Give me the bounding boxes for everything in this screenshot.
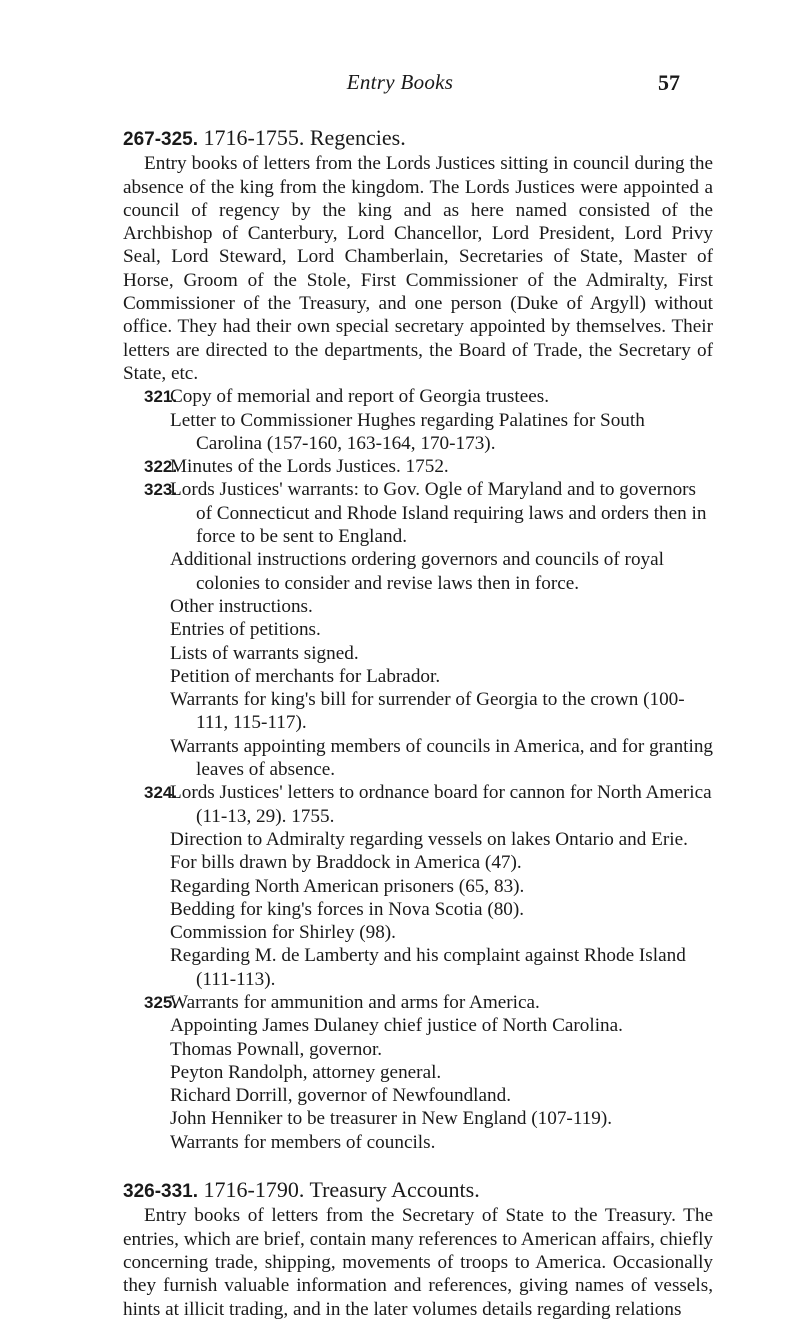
entry	[123, 385, 713, 455]
section-heading-treasury	[123, 1178, 713, 1203]
entry-text: Copy of memorial and report of Georgia trustees.	[170, 386, 550, 408]
list-item	[123, 1131, 713, 1154]
entry-text: Minutes of the Lords Justices. 1752.	[170, 456, 449, 478]
entry-text: Bedding for king's forces in Nova Scotia (80).	[170, 898, 525, 920]
entry-number: 321.	[144, 387, 178, 407]
entry-text: Lists of warrants signed.	[170, 642, 359, 664]
entry-text: Other instructions.	[170, 595, 313, 617]
list-item	[123, 851, 713, 874]
entry	[123, 781, 713, 991]
page-number: 57	[658, 70, 680, 95]
entry-text: John Henniker to be treasurer in New England (107-119).	[170, 1108, 613, 1130]
entry-text: Commission for Shirley (98).	[170, 922, 396, 944]
entry-text: Regarding North American prisoners (65, 83).	[170, 875, 525, 897]
entry-text: Appointing James Dulaney chief justice of North Carolina.	[170, 1015, 623, 1037]
entry	[123, 455, 713, 478]
entry-text: Direction to Admiralty regarding vessels on lakes Ontario and Erie.	[170, 828, 688, 850]
list-item	[123, 385, 713, 408]
entry-number: 325.	[144, 992, 178, 1012]
list-item	[123, 828, 713, 851]
entry-text: Regarding M. de Lamberty and his complaint against Rhode Island (111-113).	[170, 945, 686, 990]
entry-text: Letter to Commissioner Hughes regarding Palatines for South Carolina (157-160, 163-164, 170-173).	[170, 409, 645, 454]
list-item	[123, 991, 713, 1014]
list-item	[123, 618, 713, 641]
section-number: 326-331.	[123, 1181, 199, 1203]
entry-text: Warrants for members of councils.	[170, 1131, 436, 1153]
entry-number: 324.	[144, 783, 178, 803]
list-item	[123, 1107, 713, 1130]
entry-text: Warrants for king's bill for surrender of Georgia to the crown (100-111, 115-117).	[170, 689, 685, 734]
entry-text: Warrants for ammunition and arms for America.	[170, 991, 540, 1013]
section-intro: Entry books of letters from the Lords Justices sitting in council during the absence of the king from the kingdom. The Lords Justices were appointed a council of regency by the king and as here named consisted of the Archbishop of Canterbury, Lord Chancellor, Lord President, Lord Privy Seal, Lord Steward, Lord Chamberlain, Secretaries of State, Master of Horse, Groom of the Stole, First Commissioner of the Admiralty, First Commissioner of the Treasury, and one person (Duke of Argyll) without office. They had their own special secretary appointed by themselves. Their letters are directed to the departments, the Board of Trade, the Secretary of State, etc.	[123, 153, 713, 384]
running-head-title: Entry Books	[346, 70, 454, 94]
list-item	[123, 665, 713, 688]
entry-text: For bills drawn by Braddock in America (47).	[170, 852, 522, 874]
entry-text: Petition of merchants for Labrador.	[170, 665, 441, 687]
list-item	[123, 688, 713, 735]
list-item	[123, 875, 713, 898]
page-body	[123, 126, 713, 1321]
section-heading-regencies	[123, 126, 713, 151]
entry	[123, 991, 713, 1154]
running-head	[0, 70, 800, 104]
list-item	[123, 1084, 713, 1107]
entry-text: Additional instructions ordering governors and councils of royal colonies to consider and revise laws then in force.	[170, 549, 664, 594]
entry-text: Richard Dorrill, governor of Newfoundland.	[170, 1085, 512, 1107]
entry-text: Lords Justices' letters to ordnance board for cannon for North America (11-13, 29). 1755.	[170, 782, 712, 827]
section-intro: Entry books of letters from the Secretary of State to the Treasury. The entries, which are brief, contain many references to American affairs, chiefly concerning trade, shipping, movements of troops to America. Occasionally they furnish valuable information and references, giving names of vessels, hints at illicit trading, and in the later volumes details regarding relations	[123, 1205, 713, 1320]
list-item	[123, 478, 713, 548]
list-item	[123, 735, 713, 782]
list-item	[123, 898, 713, 921]
list-item	[123, 781, 713, 828]
list-item	[123, 455, 713, 478]
entry-text: Lords Justices' warrants: to Gov. Ogle of Maryland and to governors of Connecticut and Rhode Island requiring laws and orders then in force to be sent to England.	[170, 479, 707, 548]
entry-text: Entries of petitions.	[170, 619, 321, 641]
entry-text: Peyton Randolph, attorney general.	[170, 1061, 442, 1083]
list-item	[123, 409, 713, 456]
section-number: 267-325.	[123, 129, 199, 150]
list-item	[123, 548, 713, 595]
list-item	[123, 1014, 713, 1037]
entry-text: Warrants appointing members of councils in America, and for granting leaves of absence.	[170, 735, 714, 781]
list-item	[123, 595, 713, 618]
entry-number: 323.	[144, 480, 178, 500]
entry-list	[123, 385, 713, 1154]
list-item	[123, 1061, 713, 1084]
entry	[123, 478, 713, 781]
list-item	[123, 1038, 713, 1061]
entry-number: 322.	[144, 457, 178, 477]
list-item	[123, 642, 713, 665]
section-title: 1716-1790. Treasury Accounts.	[203, 1177, 480, 1203]
list-item	[123, 944, 713, 991]
entry-text: Thomas Pownall, governor.	[170, 1038, 383, 1060]
section-title: 1716-1755. Regencies.	[203, 125, 406, 150]
list-item	[123, 921, 713, 944]
